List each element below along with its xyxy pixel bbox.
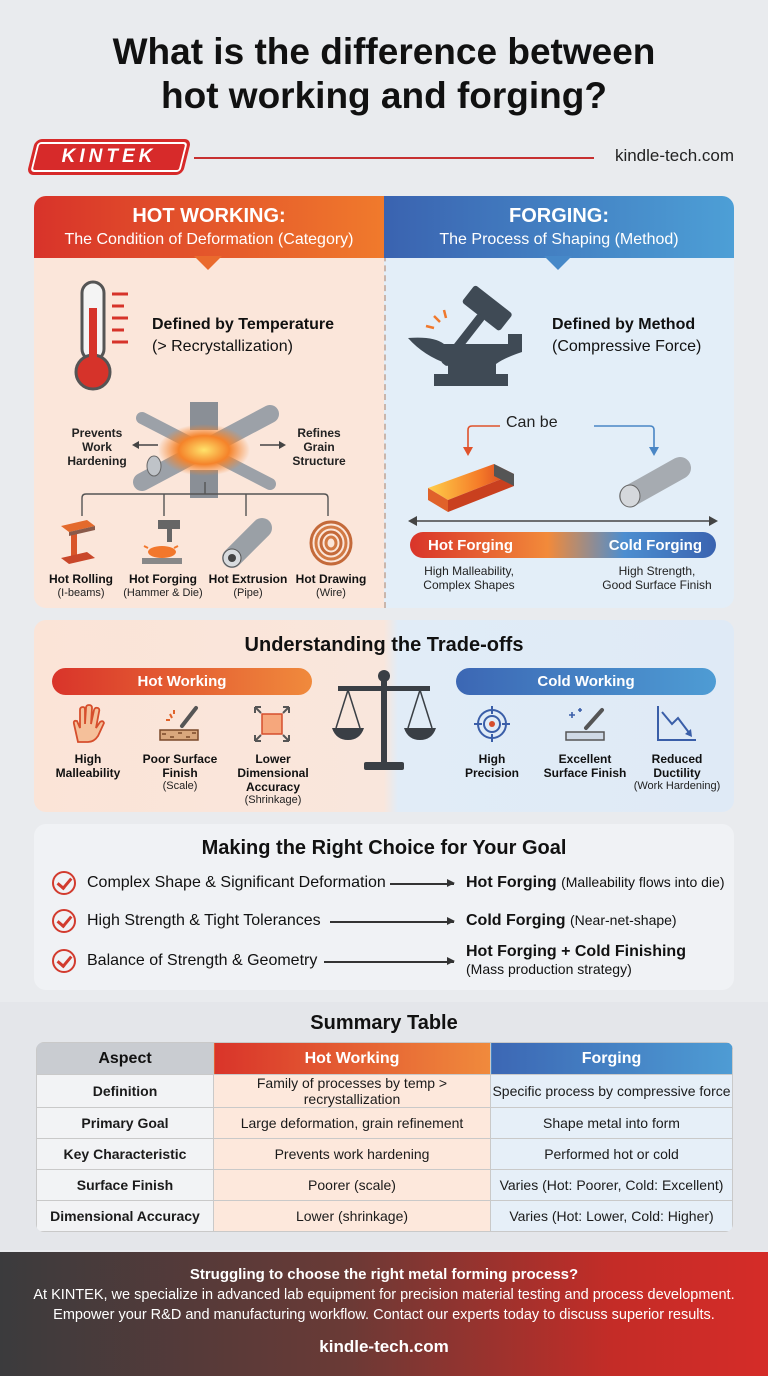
- left-note-line-3: Hardening: [67, 454, 127, 468]
- choice-answer-2: [466, 912, 677, 930]
- high-precision-label: [442, 752, 542, 780]
- cold-desc-line-2: Good Surface Finish: [602, 578, 712, 592]
- hot-rolling-icon: [55, 518, 105, 568]
- trade-hot-3-line-3: Accuracy: [245, 780, 301, 794]
- arrow-right-icon: [330, 921, 454, 923]
- high-malleability-label: [38, 752, 138, 780]
- table-cell: Large deformation, grain refinement: [214, 1108, 491, 1139]
- check-circle-icon: [52, 949, 76, 973]
- trade-cold-3-line-2: Ductility: [653, 766, 701, 780]
- hot-working-subtitle: The Condition of Deformation (Category): [64, 231, 354, 248]
- header-forging: Forging: [491, 1043, 733, 1075]
- table-row: [37, 1170, 733, 1201]
- trade-cold-1-line-2: Precision: [464, 766, 520, 780]
- hot-rolling-sub: (I-beams): [57, 587, 105, 599]
- process-connector: [80, 482, 330, 518]
- choice-answer-1: [466, 874, 725, 892]
- left-note-line-2: Work: [82, 440, 112, 454]
- table-cell: Performed hot or cold: [491, 1139, 733, 1170]
- table-cell: Varies (Hot: Poorer, Cold: Excellent): [491, 1170, 733, 1201]
- hot-forging-icon: [138, 518, 188, 568]
- hot-forging-label: Hot Forging: [129, 572, 197, 586]
- hot-desc-line-2: Complex Shapes: [423, 578, 515, 592]
- can-be-label: Can be: [500, 414, 564, 432]
- table-cell: Poorer (scale): [214, 1170, 491, 1201]
- trade-cold-1-line-1: High: [478, 752, 506, 766]
- hot-header-pointer: [194, 256, 222, 270]
- table-row: [37, 1139, 733, 1170]
- summary-table: [36, 1042, 733, 1232]
- prevents-work-hardening-label: [62, 426, 132, 468]
- choice-row-2: [52, 909, 732, 935]
- lower-dimensional-accuracy-label: [223, 752, 323, 794]
- cold-bar-icon: [616, 454, 696, 510]
- trade-hot-2-line-2: Finish: [162, 766, 198, 780]
- hot-working-header: [34, 196, 384, 258]
- right-note-line-2: Grain: [303, 440, 335, 454]
- arrow-right-icon: [324, 961, 454, 963]
- footer-banner: [0, 1252, 768, 1376]
- hot-forging-bar-label: Hot Forging: [428, 537, 513, 554]
- brand-row: [34, 140, 734, 176]
- kintek-logo[interactable]: [30, 142, 187, 172]
- forging-header-pointer: [544, 256, 572, 270]
- page-title: [0, 30, 768, 118]
- hot-drawing-sub: (Wire): [316, 587, 346, 599]
- declining-chart-icon: [654, 704, 698, 744]
- refines-grain-label: [284, 426, 354, 468]
- balance-scale-icon: [328, 666, 440, 776]
- hot-billet-icon: [424, 458, 520, 514]
- table-cell: Lower (shrinkage): [214, 1201, 491, 1232]
- trade-hot-3-line-2: Dimensional: [237, 766, 309, 780]
- trade-cold-2-line-2: Surface Finish: [543, 766, 627, 780]
- table-header-row: [37, 1043, 733, 1075]
- check-circle-icon: [52, 909, 76, 933]
- reduced-ductility-label: [627, 752, 727, 780]
- footer-url-link[interactable]: kindle-tech.com: [319, 1337, 449, 1356]
- header-url-link[interactable]: kindle-tech.com: [614, 146, 734, 165]
- lower-dimensional-accuracy-sub: (Shrinkage): [244, 794, 302, 806]
- choice-row-3: [52, 943, 732, 977]
- table-row: [37, 1201, 733, 1232]
- reduced-ductility-sub: (Work Hardening): [633, 780, 721, 792]
- choice-row-1: [52, 871, 732, 897]
- table-cell: Key Characteristic: [37, 1139, 214, 1170]
- forging-title: FORGING:: [509, 205, 609, 227]
- trade-hot-3-line-1: Lower: [255, 752, 291, 766]
- trade-hot-1-line-2: Malleability: [55, 766, 121, 780]
- hot-drawing-label: Hot Drawing: [295, 572, 367, 586]
- arrow-left-icon: [132, 440, 158, 450]
- title-line-2: hot working and forging?: [161, 75, 607, 116]
- check-circle-icon: [52, 871, 76, 895]
- cold-working-pill: Cold Working: [456, 668, 716, 695]
- choice-goal-3: Balance of Strength & Geometry: [87, 952, 318, 969]
- choice-answer-3-bold: Hot Forging + Cold Finishing: [466, 943, 686, 960]
- choice-answer-3-note: (Mass production strategy): [466, 961, 632, 977]
- forging-subtitle: The Process of Shaping (Method): [439, 231, 679, 248]
- table-cell: Definition: [37, 1075, 214, 1108]
- cold-forging-desc: [596, 564, 718, 592]
- trade-hot-2-line-1: Poor Surface: [142, 752, 218, 766]
- title-line-1: What is the difference between: [112, 31, 656, 72]
- hot-drawing-icon: [304, 518, 358, 568]
- hot-working-pill: Hot Working: [52, 668, 312, 695]
- footer-question: Struggling to choose the right metal forming process?: [189, 1266, 579, 1283]
- hot-extrusion-icon: [220, 518, 274, 568]
- arrow-right-icon: [390, 883, 454, 885]
- table-cell: Specific process by compressive force: [491, 1075, 733, 1108]
- header-aspect: Aspect: [37, 1043, 214, 1075]
- brand-divider: [194, 157, 594, 159]
- footer-line-1: At KINTEK, we specialize in advanced lab equipment for precision material testing and process development.: [33, 1287, 735, 1303]
- trade-hot-1-line-1: High: [74, 752, 102, 766]
- footer-line-2: Empower your R&D and manufacturing workflow. Contact our experts today to discuss superior results.: [53, 1307, 715, 1323]
- logo-text: KINTEK: [61, 146, 157, 167]
- thermometer-icon: [70, 278, 136, 394]
- table-row: [37, 1108, 733, 1139]
- tradeoffs-title: Understanding the Trade-offs: [244, 634, 524, 656]
- forging-range-arrow: [408, 514, 718, 528]
- hand-icon: [68, 704, 108, 744]
- header-hot-working: Hot Working: [214, 1043, 491, 1075]
- hot-cold-forging-bar: [410, 532, 716, 558]
- left-note-line-1: Prevents: [71, 426, 123, 440]
- hammer-anvil-icon: [404, 278, 540, 394]
- choice-answer-3: [466, 943, 686, 977]
- target-icon: [472, 704, 512, 744]
- hot-extrusion-label: Hot Extrusion: [208, 572, 288, 586]
- resize-icon: [252, 704, 292, 744]
- hot-def-title: Defined by Temperature: [152, 316, 334, 333]
- hot-forging-sub: (Hammer & Die): [123, 587, 203, 599]
- arrow-right-icon: [260, 440, 286, 450]
- right-note-line-3: Structure: [292, 454, 346, 468]
- cold-desc-line-1: High Strength,: [618, 564, 696, 578]
- table-row: [37, 1075, 733, 1108]
- choice-answer-1-bold: Hot Forging: [466, 874, 557, 891]
- choice-goal-2: High Strength & Tight Tolerances: [87, 912, 321, 929]
- choice-answer-1-note: (Malleability flows into die): [561, 874, 725, 890]
- excellent-surface-finish-label: [535, 752, 635, 780]
- poor-surface-finish-sub: (Scale): [162, 780, 198, 792]
- polish-icon: [562, 704, 608, 744]
- hot-extrusion-sub: (Pipe): [233, 587, 263, 599]
- choice-answer-2-bold: Cold Forging: [466, 912, 566, 929]
- hot-forging-desc: [404, 564, 534, 592]
- table-cell: Shape metal into form: [491, 1108, 733, 1139]
- table-cell: Varies (Hot: Lower, Cold: Higher): [491, 1201, 733, 1232]
- hot-desc-line-1: High Malleability,: [424, 564, 514, 578]
- trade-cold-2-line-1: Excellent: [558, 752, 612, 766]
- cold-forging-bar-label: Cold Forging: [608, 537, 702, 554]
- table-cell: Primary Goal: [37, 1108, 214, 1139]
- table-cell: Prevents work hardening: [214, 1139, 491, 1170]
- trade-cold-3-line-1: Reduced: [651, 752, 703, 766]
- forging-def-title: Defined by Method: [552, 316, 696, 333]
- forging-header: [384, 196, 734, 258]
- poor-surface-finish-label: [130, 752, 230, 780]
- table-cell: Family of processes by temp > recrystallization: [214, 1075, 491, 1108]
- forging-def-sub: (Compressive Force): [552, 338, 702, 355]
- hot-working-title: HOT WORKING:: [132, 205, 286, 227]
- table-cell: Surface Finish: [37, 1170, 214, 1201]
- hot-rolling-label: Hot Rolling: [49, 572, 113, 586]
- choice-title: Making the Right Choice for Your Goal: [201, 837, 567, 859]
- choice-goal-1: Complex Shape & Significant Deformation: [87, 874, 386, 891]
- summary-title: Summary Table: [310, 1012, 458, 1034]
- choice-answer-2-note: (Near-net-shape): [569, 912, 677, 928]
- table-cell: Dimensional Accuracy: [37, 1201, 214, 1232]
- right-note-line-1: Refines: [297, 426, 341, 440]
- hot-def-sub: (> Recrystallization): [152, 338, 293, 355]
- rough-surface-icon: [156, 704, 202, 744]
